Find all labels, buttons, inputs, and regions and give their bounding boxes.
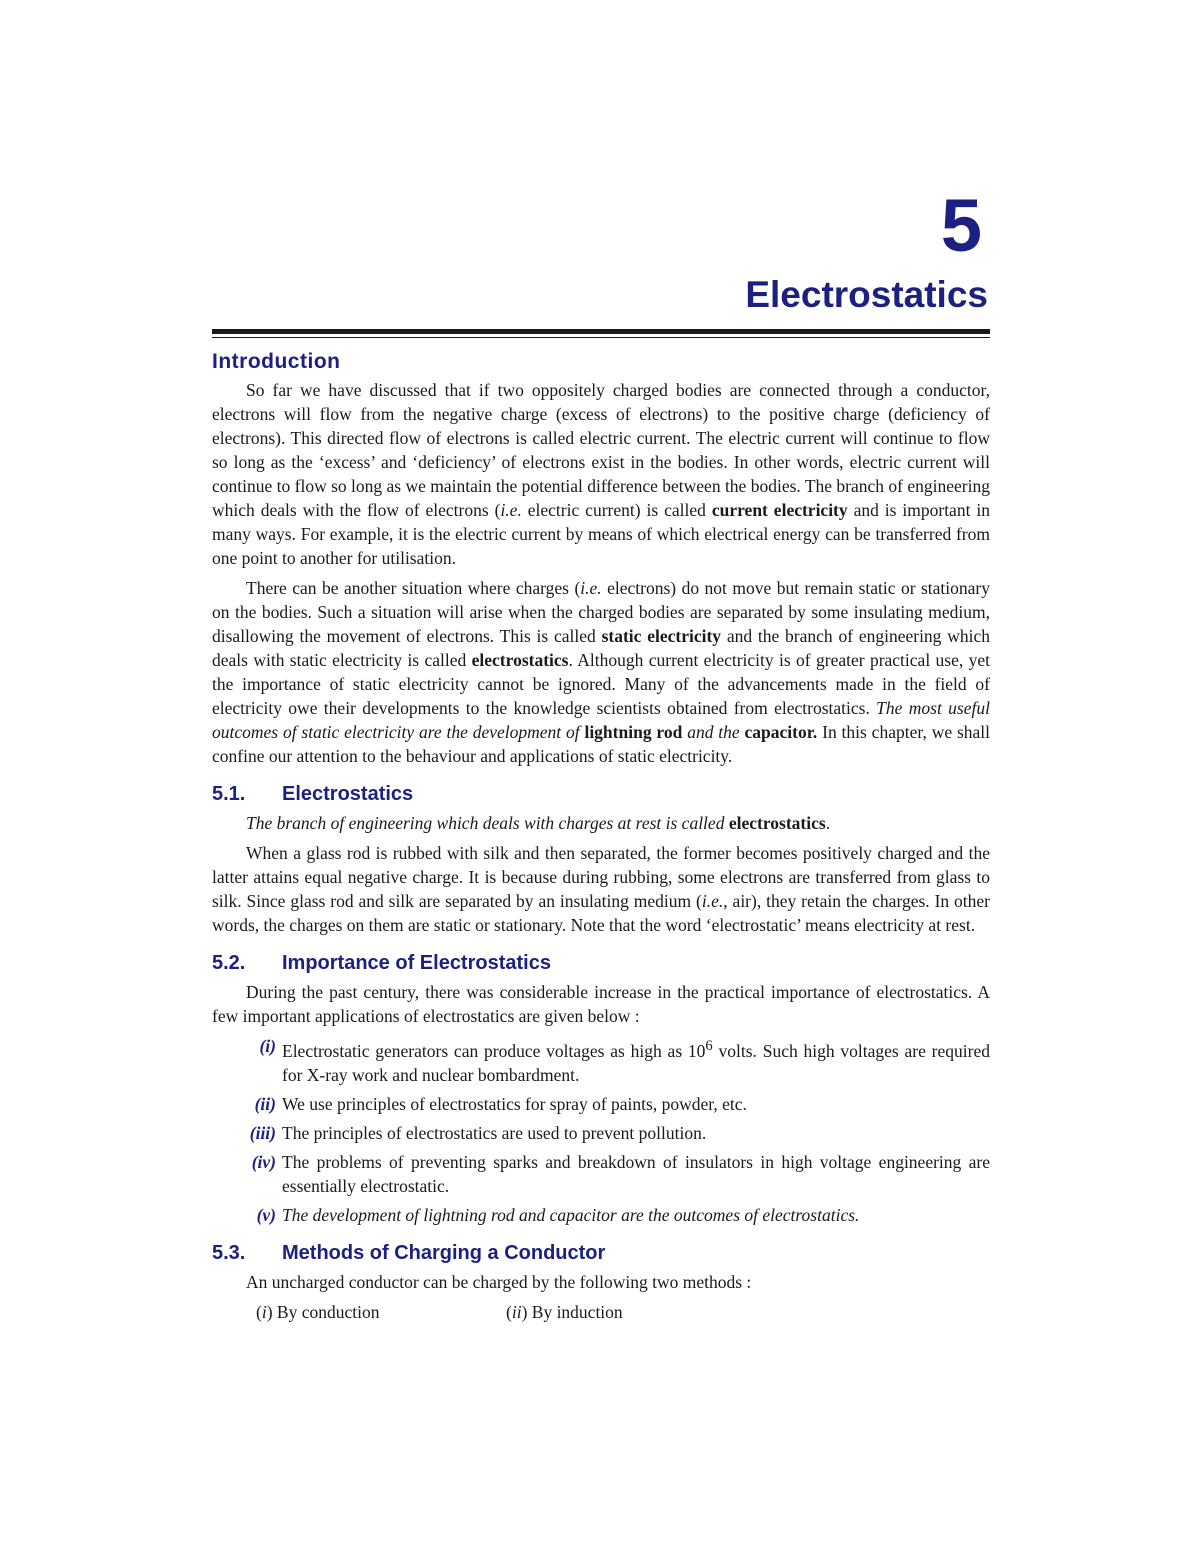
list-item-text: The problems of preventing sparks and breakdown of insulators in high voltage engineering are essentially electrostatic. — [282, 1151, 990, 1196]
list-item — [212, 1203, 990, 1227]
section-5-2-intro: During the past century, there was considerable increase in the practical importance of electrostatics. A few important applications of electrostatics are given below : — [212, 982, 990, 1026]
term-electrostatics: electrostatics — [471, 650, 569, 670]
list-item-number: (iv) — [251, 1151, 276, 1172]
chapter-body — [212, 348, 990, 1324]
definition-paragraph — [212, 811, 990, 835]
superscript: 6 — [705, 1038, 713, 1054]
section-5-3-intro: An uncharged conductor can be charged by the following two methods : — [246, 1271, 752, 1292]
method-label: By induction — [527, 1301, 623, 1322]
chapter-number: 5 — [940, 184, 982, 267]
text-run: i.e. — [580, 578, 602, 598]
term-current-electricity: current electricity — [711, 500, 848, 520]
text-run: So far we have discussed that if two oppositely charged bodies are connected through a conductor, electrons will flow from the negative charge (excess of electrons) to the positive charge (deficiency of electrons). This directed flow of electrons is called electric current. The electric current will continue to flow so long as the ‘excess’ and ‘deficiency’ of electrons exist in the bodies. In other words, electric current will continue to flow so long as we maintain the potential difference between the bodies. The branch of engineering which deals with the flow of electrons ( — [212, 380, 990, 520]
text-run: The branch of engineering which deals with charges at rest is called — [246, 813, 729, 833]
list-item — [212, 1121, 990, 1145]
section-number: 5.1. — [212, 783, 246, 805]
text-run: The most useful outcomes of static electricity are the development of — [212, 698, 990, 742]
term-electrostatics: electrostatics — [728, 813, 826, 833]
method-number: ii — [511, 1301, 522, 1322]
method-induction: (ii) By induction — [506, 1301, 623, 1322]
text-run: In this chapter, we shall confine our attention to the behaviour and applications of static electricity. — [212, 722, 990, 766]
section-5-2-heading — [212, 949, 990, 977]
section-title: Importance of Electrostatics — [282, 952, 551, 974]
title-rule-thick — [212, 329, 990, 334]
section-number: 5.3. — [212, 1241, 246, 1264]
list-item-text: The principles of electrostatics are used to prevent pollution. — [282, 1122, 707, 1143]
text-run: i.e. — [701, 891, 724, 911]
list-item — [212, 1034, 990, 1087]
introduction-heading: Introduction — [212, 350, 341, 373]
list-item — [212, 1092, 990, 1116]
term-static-electricity: static electricity — [601, 626, 722, 646]
text-run: and the — [682, 722, 745, 742]
chapter-title: Electrostatics — [745, 274, 988, 315]
title-rule-thin — [212, 337, 990, 338]
section-title: Methods of Charging a Conductor — [282, 1241, 606, 1264]
text-run: and the branch of engineering which deals with static electricity is called — [212, 626, 990, 670]
text-run: . — [825, 813, 831, 833]
term-capacitor: capacitor. — [744, 722, 818, 742]
list-item-number: (iii) — [249, 1122, 276, 1143]
text-run: Electrostatic generators can produce voltages as high as 10 — [282, 1040, 706, 1061]
section-number: 5.2. — [212, 952, 246, 974]
method-label: By conduction — [272, 1301, 380, 1322]
text-run: There can be another situation where charges ( — [246, 578, 581, 598]
text-run: and is important in many ways. For example, it is the electric current by means of which electrical energy can be transferred from one point to another for utilisation. — [212, 500, 990, 568]
text-run: electric current) is called — [521, 500, 712, 520]
applications-list — [212, 1034, 990, 1227]
method-conduction: (i) By conduction — [256, 1301, 380, 1322]
text-run: volts. Such high voltages are required for X-ray work and nuclear bombardment. — [282, 1040, 990, 1085]
text-run: electrons) do not move but remain static or stationary on the bodies. Such a situation will arise when the charged bodies are separated by some insulating medium, disallowing the movement of electrons. This is called — [212, 578, 991, 646]
list-item-text: The development of lightning rod and capacitor are the outcomes of electrostatics. — [282, 1204, 860, 1225]
charging-methods — [212, 1300, 990, 1324]
intro-paragraph-1 — [212, 378, 990, 570]
section-title: Electrostatics — [282, 783, 414, 805]
list-item-text — [282, 1034, 990, 1087]
text-run: When a glass rod is rubbed with silk and then separated, the former becomes positively charged and the latter attains equal negative charge. It is because during rubbing, some electrons are transferred from glass to silk. Since glass rod and silk are separated by an insulating medium ( — [212, 843, 990, 911]
list-item-number: (i) — [259, 1036, 276, 1056]
list-item — [212, 1150, 990, 1198]
text-run: i.e. — [500, 500, 522, 520]
section-5-1-paragraph — [212, 841, 990, 937]
method-number: i — [261, 1301, 267, 1322]
section-5-1-heading — [212, 780, 990, 808]
list-item-text: We use principles of electrostatics for spray of paints, powder, etc. — [282, 1093, 747, 1114]
text-run: . Although current electricity is of greater practical use, yet the importance of static electricity cannot be ignored. Many of the advancements made in the field of electricity owe their developments to the knowledge scientists obtained from electrostatics. — [212, 650, 991, 718]
intro-paragraph-2 — [212, 576, 990, 768]
list-item-number: (ii) — [254, 1093, 276, 1114]
text-run: , air), they retain the charges. In other words, the charges on them are static or stationary. Note that the word ‘electrostatic’ means electricity at rest. — [212, 891, 990, 935]
list-item-number: (v) — [256, 1204, 276, 1225]
section-5-3-heading — [212, 1239, 990, 1267]
term-lightning-rod: lightning rod — [584, 722, 683, 742]
